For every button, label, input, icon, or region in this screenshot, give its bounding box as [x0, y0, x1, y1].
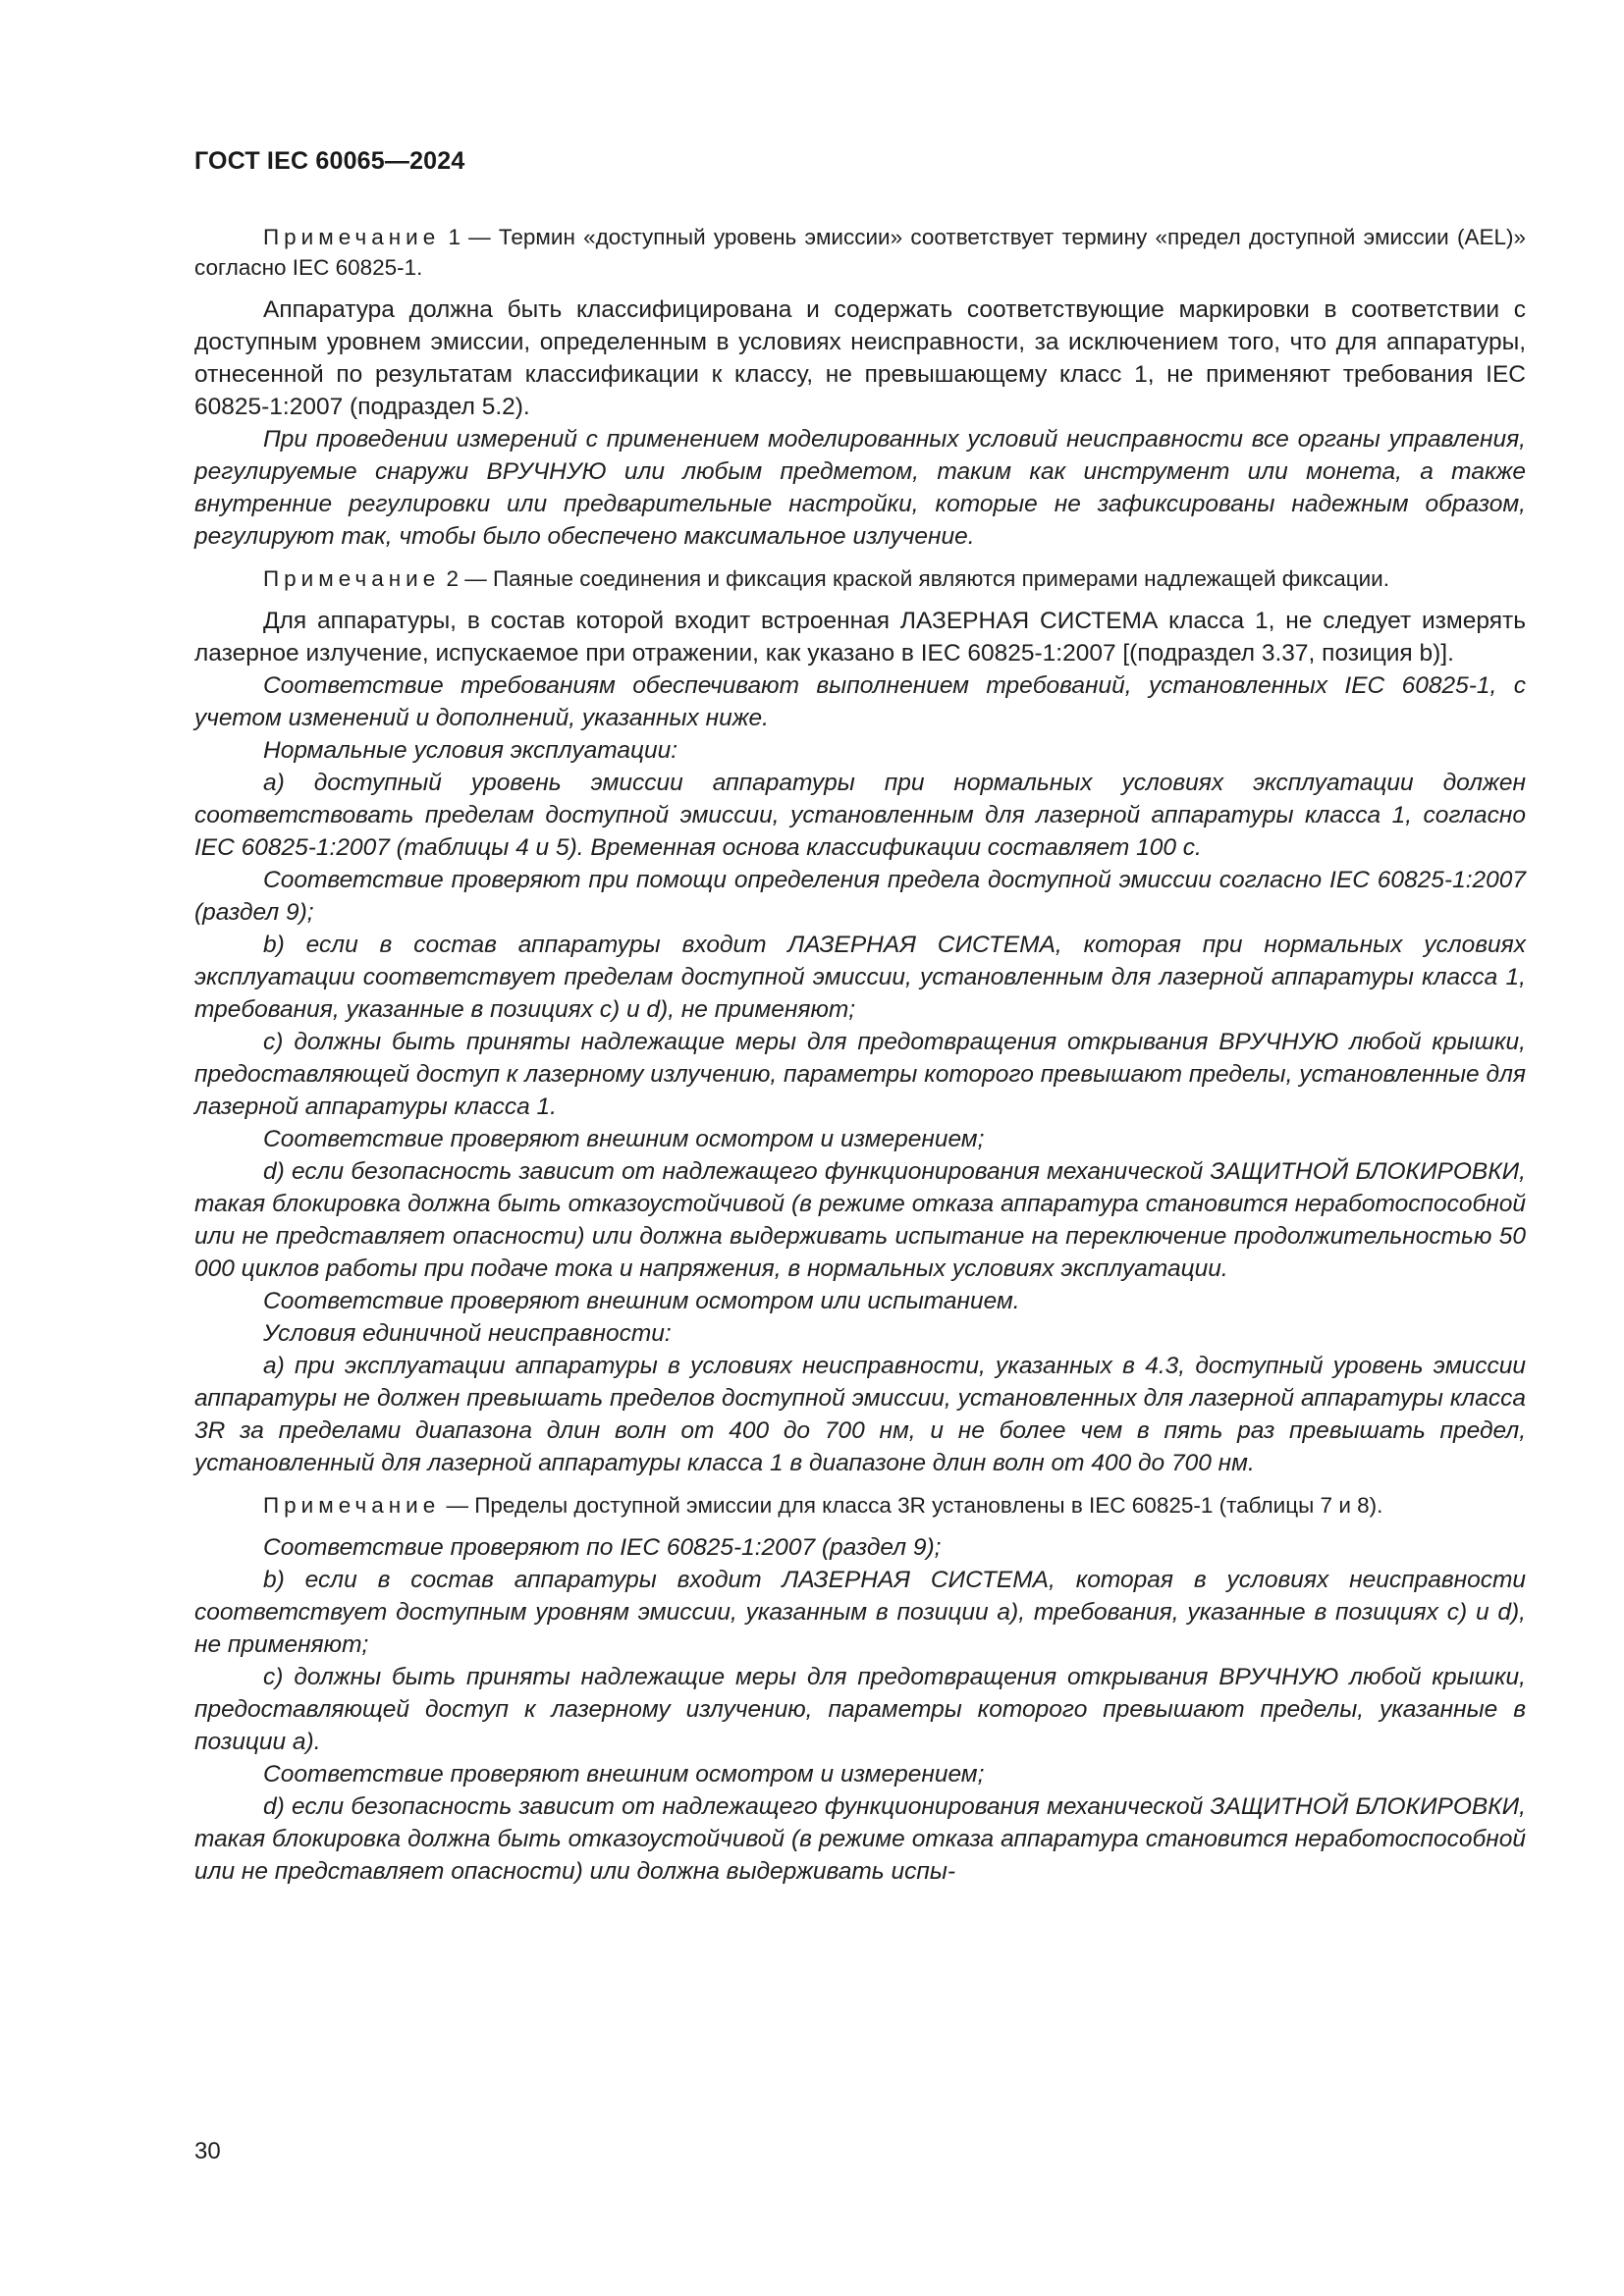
paragraph: b) если в состав аппаратуры входит ЛАЗЕРНАЯ СИСТЕМА, которая в условиях неисправности соответствует доступным уровням эмиссии, указанным в позиции a), требования, указанные в позициях c) и d), не применяют;	[194, 1567, 1526, 1658]
document-body	[194, 222, 1526, 1888]
note-text: 2 — Паяные соединения и фиксация краской являются примерами надлежащей фиксации.	[440, 566, 1389, 591]
paragraph: При проведении измерений с применением моделированных условий неисправности все органы управления, регулируемые снаружи ВРУЧНУЮ или любым предметом, таким как инструмент или монета, а также внутренние регулировки или предварительные настройки, которые не зафиксированы надежным образом, регулируют так, чтобы было обеспечено максимальное излучение.	[194, 426, 1526, 550]
paragraph: d) если безопасность зависит от надлежащего функционирования механической ЗАЩИТНОЙ БЛОКИРОВКИ, такая блокировка должна быть отказоустойчивой (в режиме отказа аппаратура становится неработоспособной или не представляет опасности) или должна выдерживать испы-	[194, 1793, 1526, 1885]
paragraph: d) если безопасность зависит от надлежащего функционирования механической ЗАЩИТНОЙ БЛОКИРОВКИ, такая блокировка должна быть отказоустойчивой (в режиме отказа аппаратура становится неработоспособной или не представляет опасности) или должна выдерживать испытание на переключение продолжительностью 50 000 циклов работы при подаче тока и напряжения, в нормальных условиях эксплуатации.	[194, 1158, 1526, 1282]
paragraph: Соответствие проверяют при помощи определения предела доступной эмиссии согласно IEC 60825-1:2007 (раздел 9);	[194, 867, 1526, 926]
note-text: 1 — Термин «доступный уровень эмиссии» соответствует термину «предел доступной эмиссии (AEL)» согласно IEC 60825-1.	[194, 225, 1526, 280]
page-number: 30	[194, 2138, 221, 2164]
paragraph: Для аппаратуры, в состав которой входит встроенная ЛАЗЕРНАЯ СИСТЕМА класса 1, не следует измерять лазерное излучение, испускаемое при отражении, как указано в IEC 60825-1:2007 [(подраздел 3.37, позиция b)].	[194, 608, 1526, 667]
paragraph: Соответствие проверяют по IEC 60825-1:2007 (раздел 9);	[263, 1534, 942, 1561]
note-label: Примечание	[263, 1493, 441, 1518]
paragraph: Нормальные условия эксплуатации:	[263, 737, 678, 764]
paragraph: Условия единичной неисправности:	[263, 1320, 672, 1347]
note-text: — Пределы доступной эмиссии для класса 3R установлены в IEC 60825-1 (таблицы 7 и 8).	[440, 1493, 1383, 1518]
paragraph: b) если в состав аппаратуры входит ЛАЗЕРНАЯ СИСТЕМА, которая при нормальных условиях эксплуатации соответствует пределам доступной эмиссии, установленным для лазерной аппаратуры класса 1, требования, указанные в позициях c) и d), не применяют;	[194, 932, 1526, 1023]
paragraph: c) должны быть приняты надлежащие меры для предотвращения открывания ВРУЧНУЮ любой крышки, предоставляющей доступ к лазерному излучению, параметры которого превышают пределы, установленные для лазерной аппаратуры класса 1.	[194, 1029, 1526, 1120]
paragraph: Соответствие проверяют внешним осмотром и измерением;	[263, 1761, 985, 1788]
paragraph: Аппаратура должна быть классифицирована и содержать соответствующие маркировки в соответствии с доступным уровнем эмиссии, определенным в условиях неисправности, за исключением того, что для аппаратуры, отнесенной по результатам классификации к классу, не превышающему класс 1, не применяют требования IEC 60825-1:2007 (подраздел 5.2).	[194, 296, 1526, 420]
note-1	[194, 222, 1526, 283]
paragraph: Соответствие проверяют внешним осмотром или испытанием.	[263, 1288, 1020, 1314]
paragraph: Соответствие проверяют внешним осмотром и измерением;	[263, 1126, 985, 1152]
paragraph: a) при эксплуатации аппаратуры в условиях неисправности, указанных в 4.3, доступный уровень эмиссии аппаратуры не должен превышать пределов доступной эмиссии, установленных для лазерной аппаратуры класса 3R за пределами диапазона длин волн от 400 до 700 нм, и не более чем в пять раз превышать предел, установленный для лазерной аппаратуры класса 1 в диапазоне длин волн от 400 до 700 нм.	[194, 1353, 1526, 1476]
paragraph: a) доступный уровень эмиссии аппаратуры при нормальных условиях эксплуатации должен соответствовать пределам доступной эмиссии, установленным для лазерной аппаратуры класса 1, согласно IEC 60825-1:2007 (таблицы 4 и 5). Временная основа классификации составляет 100 с.	[194, 770, 1526, 861]
note-label: Примечание	[263, 566, 441, 591]
note-2	[194, 563, 1526, 594]
paragraph: c) должны быть приняты надлежащие меры для предотвращения открывания ВРУЧНУЮ любой крышки, предоставляющей доступ к лазерному излучению, параметры которого превышают пределы, указанные в позиции а).	[194, 1664, 1526, 1755]
document-header: ГОСТ IEC 60065—2024	[194, 147, 465, 175]
note-3	[194, 1490, 1526, 1521]
note-label: Примечание	[263, 225, 441, 249]
paragraph: Соответствие требованиям обеспечивают выполнением требований, установленных IEC 60825-1, с учетом изменений и дополнений, указанных ниже.	[194, 672, 1526, 731]
